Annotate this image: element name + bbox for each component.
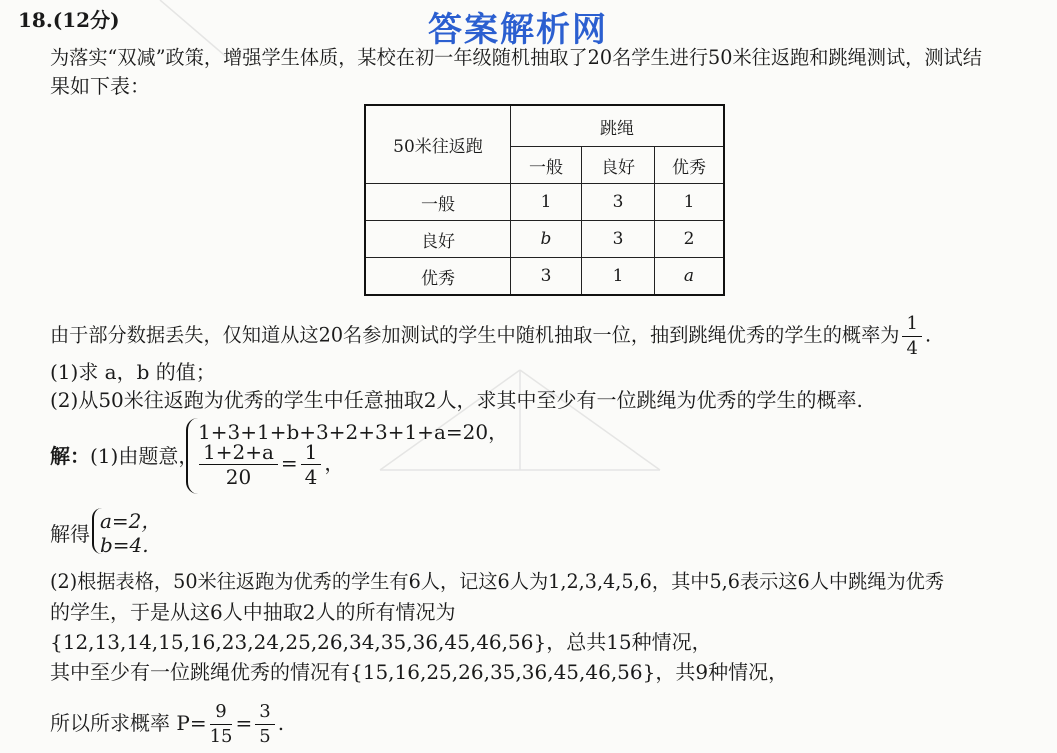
solve-lead: 解得	[50, 522, 90, 546]
final-fraction-1	[210, 700, 233, 749]
solution-part1-text: (1)由题意，	[90, 444, 199, 468]
fraction-denominator: 15	[209, 726, 233, 747]
table-col-header: 优秀	[655, 147, 725, 184]
solution-label: 解：	[50, 444, 90, 468]
condition-sentence	[50, 312, 931, 361]
fraction-numerator: 1+2+a	[199, 440, 278, 465]
table-row-label: 一般	[365, 184, 511, 221]
watermark: 答案解析网	[428, 10, 608, 50]
table-group-header: 跳绳	[511, 105, 725, 147]
equals-sign: =	[280, 451, 298, 475]
table-row-label: 优秀	[365, 258, 511, 296]
table-cell: 3	[582, 184, 655, 221]
table-cell: 3	[582, 221, 655, 258]
fraction-numerator: 1	[301, 440, 322, 465]
fraction-denominator: 5	[259, 726, 271, 747]
final-fraction-2	[255, 700, 274, 749]
table-col-header: 良好	[582, 147, 655, 184]
table-cell: a	[655, 258, 725, 296]
equation-2-tail: ，	[324, 451, 345, 475]
score-table	[364, 104, 725, 296]
condition-fraction	[902, 312, 921, 361]
result-a: a=2，	[100, 509, 162, 533]
solution-part2-line4: 其中至少有一位跳绳优秀的情况有{15,16,25,26,35,36,45,46,56}，共9种情况，	[50, 660, 789, 684]
final-end: .	[277, 711, 285, 735]
part1-question: (1)求 a，b 的值；	[50, 360, 216, 384]
fraction-denominator: 4	[906, 338, 918, 359]
table-cell: 2	[655, 221, 725, 258]
solution-part2-line2: 的学生，于是从这6人中抽取2人的所有情况为	[50, 600, 456, 624]
equation-2-rhs-fraction	[301, 440, 322, 489]
solution-part1-lead	[50, 442, 198, 470]
equation-2-fraction	[199, 440, 278, 489]
final-lead: 所以所求概率 P=	[50, 711, 207, 735]
table-row-label: 良好	[365, 221, 511, 258]
solution-part2-line3: {12,13,14,15,16,23,24,25,26,34,35,36,45,46,56}，总共15种情况，	[50, 630, 712, 654]
question-intro-line2: 果如下表：	[50, 74, 150, 98]
table-cell: b	[511, 221, 582, 258]
table-cell: 1	[655, 184, 725, 221]
table-row	[365, 221, 724, 258]
equation-2	[196, 440, 344, 489]
result-b: b=4.	[100, 533, 149, 557]
table-cell: 1	[511, 184, 582, 221]
equals-sign: =	[235, 711, 253, 735]
fraction-numerator: 9	[210, 700, 233, 725]
table-cell: 3	[511, 258, 582, 296]
fraction-numerator: 3	[255, 700, 274, 725]
question-number: 18.(12分)	[18, 8, 120, 32]
fraction-denominator: 4	[304, 465, 318, 489]
condition-text: 由于部分数据丢失，仅知道从这20名参加测试的学生中随机抽取一位，抽到跳绳优秀的学生的概率为	[50, 323, 900, 347]
fraction-denominator: 20	[225, 465, 252, 489]
part2-question: (2)从50米往返跑为优秀的学生中任意抽取2人，求其中至少有一位跳绳为优秀的学生的概率.	[50, 388, 863, 412]
table-corner: 50米往返跑	[365, 105, 511, 184]
table-row	[365, 258, 724, 296]
equation-1: 1+3+1+b+3+2+3+1+a=20，	[198, 420, 509, 444]
condition-end: .	[924, 323, 932, 347]
fraction-numerator: 1	[902, 312, 921, 337]
final-answer	[50, 700, 284, 749]
table-row	[365, 184, 724, 221]
table-cell: 1	[582, 258, 655, 296]
question-intro-line1: 为落实“双减”政策，增强学生体质，某校在初一年级随机抽取了20名学生进行50米往返跑和跳绳测试，测试结	[50, 46, 982, 69]
table-col-header: 一般	[511, 147, 582, 184]
solution-part2-line1: (2)根据表格，50米往返跑为优秀的学生有6人，记这6人为1,2,3,4,5,6，其中5,6表示这6人中跳绳为优秀	[50, 570, 945, 593]
